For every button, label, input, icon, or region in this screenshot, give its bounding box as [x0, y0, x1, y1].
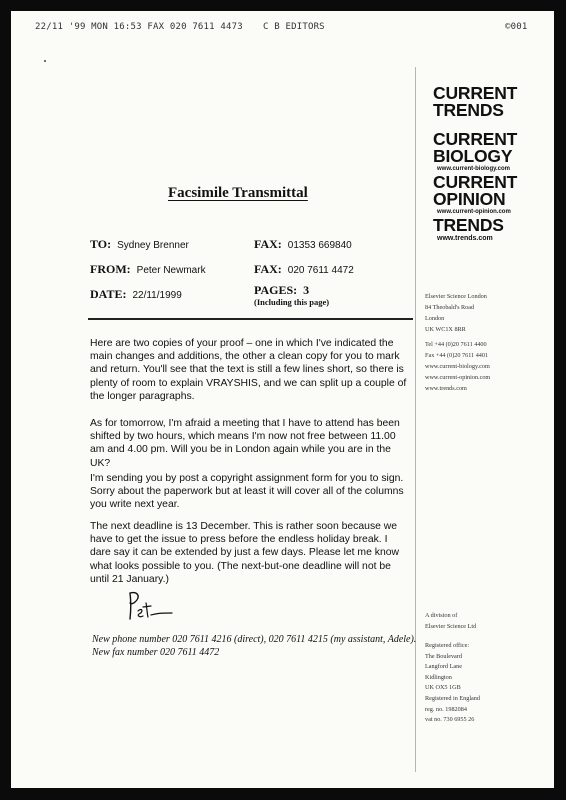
to-value: Sydney Brenner [117, 240, 189, 251]
body-paragraph-1: Here are two copies of your proof – one in which I've indicated the main changes and additions, the other a clean copy for you to mark and return. You'll see that the text is still a few lines short, so there is plenty of room to explain VRAYSHIS, and we can split up a couple of the longer paragraphs. [90, 338, 407, 402]
registered-line: Kidlington [425, 673, 452, 681]
to-label: TO: [90, 237, 112, 251]
brand-trends-line1: TRENDS [433, 215, 504, 235]
header-rule [88, 318, 413, 320]
registered-line: UK OX5 1GB [425, 684, 461, 692]
address-line: UK WC1X 8RR [425, 326, 466, 333]
registered-line: Registered in England [425, 694, 480, 702]
page-title: Facsimile Transmittal [168, 185, 308, 201]
pages-field [254, 283, 309, 298]
brand-current-opinion [433, 174, 517, 208]
fax-from-value: 020 7611 4472 [287, 265, 354, 276]
registered-line: Langford Lane [425, 663, 462, 671]
contact-line: www.trends.com [425, 385, 467, 392]
date-field [90, 287, 182, 302]
division-line: Elsevier Science Ltd [425, 623, 477, 630]
division-note [425, 610, 476, 632]
handwritten-signature [124, 590, 174, 622]
brand-current-biology-line1: CURRENT [433, 129, 518, 149]
brand-current-biology-url: www.current-biology.com [437, 166, 511, 172]
registered-line: Registered office: [425, 642, 470, 649]
fax-transmission-header [35, 22, 528, 62]
contact-line: www.current-biology.com [425, 363, 490, 370]
body-paragraph-4: The next deadline is 13 December. This is rather soon because we have to get the issue to press before the endless holiday break. I dare say it can be extended by just a few days. Please let me know what looks possible to you. (The next-but-one deadline will not be until 21 January.) [90, 521, 400, 585]
fax-header-center: C B EDITORS [263, 22, 325, 32]
registered-line: vat no. 730 6955 26 [425, 716, 475, 724]
address-line: London [425, 315, 445, 322]
brand-trends [433, 217, 504, 234]
pages-label: PAGES: [254, 283, 298, 297]
registered-line: reg. no. 1982084 [425, 705, 467, 713]
brand-current-opinion-line2: OPINION [433, 189, 506, 209]
fax-to-label: FAX: [254, 237, 282, 251]
brand-current-opinion-url: www.current-opinion.com [437, 209, 511, 215]
registered-line: The Boulevard [425, 652, 462, 660]
contact-line: Tel +44 (0)20 7611 4400 [425, 341, 487, 348]
fax-from-field [254, 262, 354, 277]
pages-note: (Including this page) [254, 297, 330, 307]
fax-header-left: 22/11 '99 MON 16:53 FAX 020 7611 4473 [35, 22, 243, 32]
address-line: Elsevier Science London [425, 293, 487, 300]
from-field [90, 262, 206, 277]
to-field [90, 237, 189, 252]
closing-note: New phone number 020 7611 4216 (direct), 020 7611 4215 (my assistant, Adele). New fax number 020 7611 4472 [92, 634, 417, 658]
fax-to-value: 01353 669840 [287, 240, 352, 251]
fax-header-page-number: ©001 [505, 22, 528, 32]
brand-current-biology-line2: BIOLOGY [433, 146, 513, 166]
scan-speck [44, 60, 46, 62]
body-paragraph-3: I'm sending you by post a copyright assignment form for you to sign. Sorry about the paperwork but at least it will cover all of the columns you write next year. [90, 473, 404, 511]
brand-current-opinion-line1: CURRENT [433, 172, 518, 192]
office-address [425, 291, 487, 335]
fax-from-label: FAX: [254, 262, 282, 276]
fax-to-field [254, 237, 352, 252]
division-line: A division of [425, 612, 458, 619]
brand-current-trends-line2: TRENDS [433, 100, 504, 120]
contact-line: www.current-opinion.com [425, 374, 491, 381]
contact-line: Fax +44 (0)20 7611 4401 [425, 352, 489, 359]
from-value: Peter Newmark [136, 265, 206, 276]
brand-current-trends-line1: CURRENT [433, 83, 518, 103]
address-line: 84 Theobald's Road [425, 304, 475, 311]
brand-current-trends [433, 85, 517, 119]
date-value: 22/11/1999 [132, 290, 182, 301]
registered-office [425, 641, 480, 726]
brand-current-biology [433, 131, 517, 165]
body-paragraph-2: As for tomorrow, I'm afraid a meeting that I have to attend has been shifted by two hours, which means I'm now not free between 11.00 am and 4.00 pm. Will you be in London again while you are in the UK? [90, 418, 400, 469]
contact-details [425, 339, 490, 394]
from-label: FROM: [90, 262, 131, 276]
date-label: DATE: [90, 287, 127, 301]
column-divider [415, 67, 416, 772]
pages-value: 3 [303, 283, 310, 297]
brand-trends-url: www.trends.com [437, 235, 493, 242]
